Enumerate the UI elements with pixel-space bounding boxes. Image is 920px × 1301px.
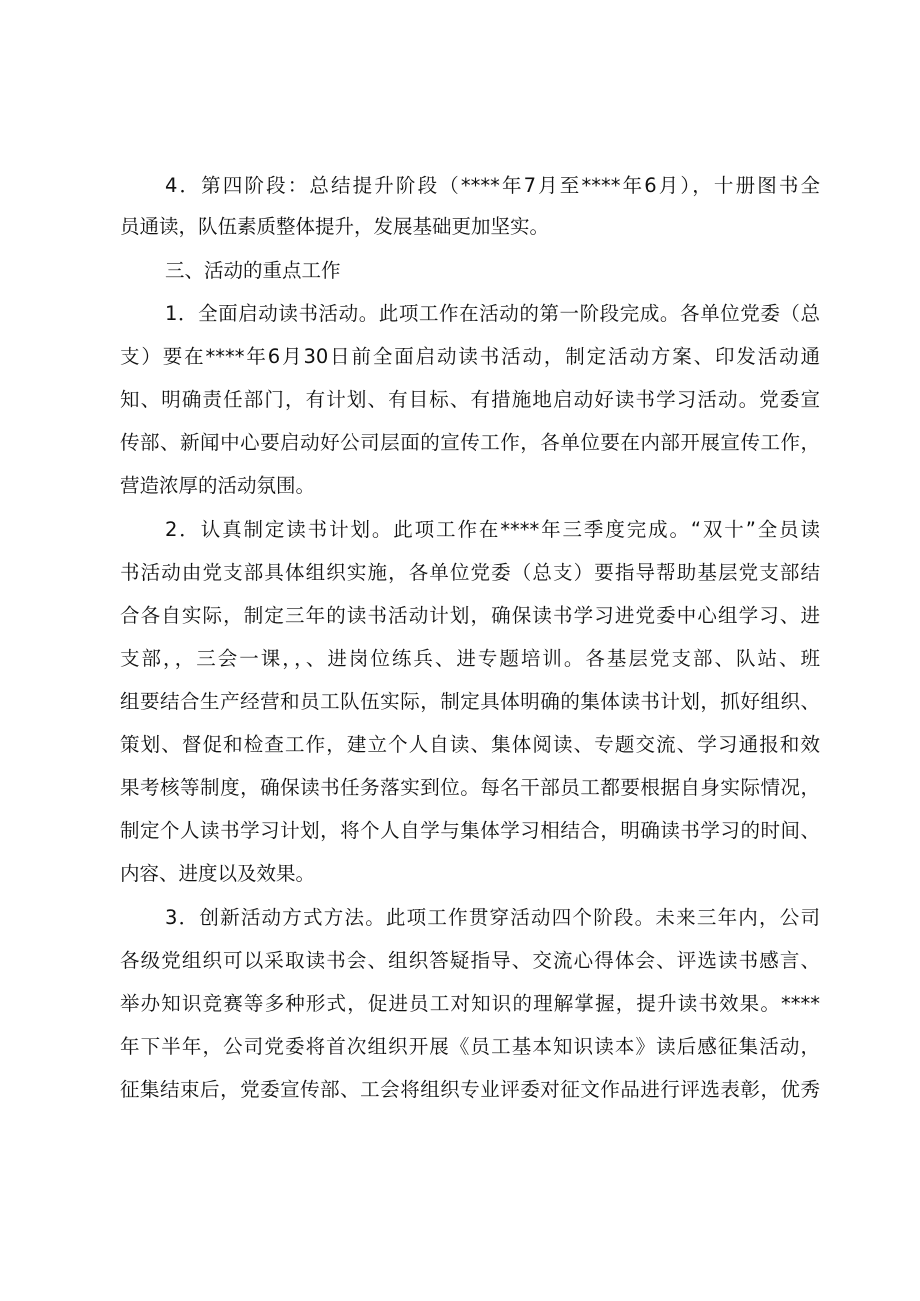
item3-line-1: 3．创新活动方式方法。此项工作贯穿活动四个阶段。未来三年内，公司	[165, 906, 820, 929]
item2-line-1: 2．认真制定读书计划。此项工作在****年三季度完成。“双十”全员读	[165, 518, 820, 541]
phase4-line-2: 员通读，队伍素质整体提升，发展基础更加坚实。	[120, 215, 550, 238]
item1-line-4: 传部、新闻中心要启动好公司层面的宣传工作，各单位要在内部开展宣传工作，	[120, 431, 820, 454]
item2-line-9: 内容、进度以及效果。	[120, 862, 316, 885]
item2-line-3: 合各自实际，制定三年的读书活动计划，确保读书学习进党委中心组学习、进	[120, 604, 820, 627]
item3-line-3: 举办知识竞赛等多种形式，促进员工对知识的理解掌握，提升读书效果。****	[120, 992, 820, 1015]
item2-line-5: 组要结合生产经营和员工队伍实际，制定具体明确的集体读书计划，抓好组织、	[120, 690, 820, 713]
item2-line-6: 策划、督促和检查工作，建立个人自读、集体阅读、专题交流、学习通报和效	[120, 733, 820, 756]
item2-line-4: 支部，，三会一课，，、进岗位练兵、进专题培训。各基层党支部、队站、班	[120, 647, 820, 670]
item3-line-4: 年下半年，公司党委将首次组织开展《员工基本知识读本》读后感征集活动，	[120, 1035, 820, 1058]
item1-line-5: 营造浓厚的活动氛围。	[120, 474, 316, 497]
item2-line-7: 果考核等制度，确保读书任务落实到位。每名干部员工都要根据自身实际情况，	[120, 776, 820, 799]
item1-line-1: 1．全面启动读书活动。此项工作在活动的第一阶段完成。各单位党委（总	[165, 302, 820, 325]
phase4-line-1: 4．第四阶段：总结提升阶段（****年7月至****年6月），十册图书全	[165, 174, 820, 197]
item1-line-2: 支）要在****年6月30日前全面启动读书活动，制定活动方案、印发活动通	[120, 345, 820, 368]
item1-line-3: 知、明确责任部门，有计划、有目标、有措施地启动好读书学习活动。党委宣	[120, 388, 820, 411]
item2-line-8: 制定个人读书学习计划，将个人自学与集体学习相结合，明确读书学习的时间、	[120, 819, 820, 842]
item3-line-2: 各级党组织可以采取读书会、组织答疑指导、交流心得体会、评选读书感言、	[120, 949, 820, 972]
item2-line-2: 书活动由党支部具体组织实施，各单位党委（总支）要指导帮助基层党支部结	[120, 561, 820, 584]
section-heading: 三、活动的重点工作	[165, 259, 341, 282]
item3-line-5: 征集结束后，党委宣传部、工会将组织专业评委对征文作品进行评选表彰，优秀	[120, 1078, 820, 1101]
